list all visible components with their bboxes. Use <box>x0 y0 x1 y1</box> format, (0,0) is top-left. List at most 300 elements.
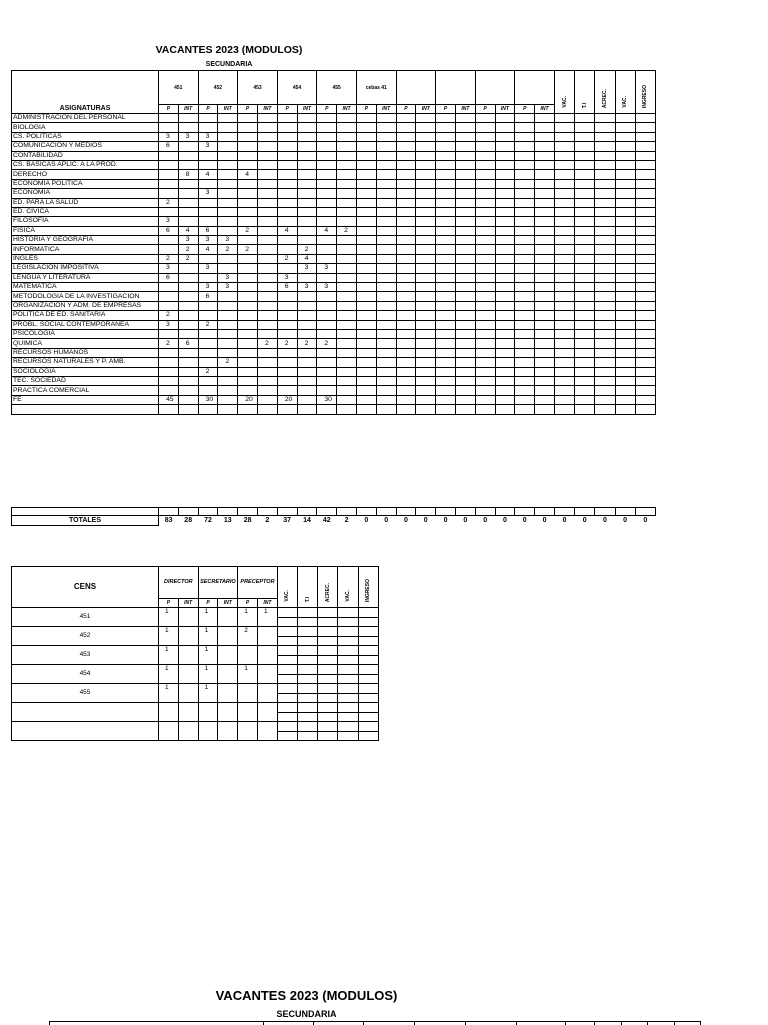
second-page-subtitle: SECUNDARIA <box>276 1009 337 1019</box>
value-cell <box>475 395 495 404</box>
extra-cell <box>554 358 574 367</box>
value-cell <box>337 292 357 301</box>
totals-blank-row <box>12 508 656 516</box>
value-cell <box>515 170 535 179</box>
value-cell <box>178 348 198 357</box>
value-cell <box>178 264 198 273</box>
extra-cell <box>615 339 635 348</box>
cens-value <box>238 684 258 703</box>
value-cell <box>317 245 337 254</box>
value-cell <box>475 367 495 376</box>
table-row <box>12 339 656 348</box>
value-cell <box>238 320 258 329</box>
value-cell: 2 <box>238 226 258 235</box>
extra-cell <box>595 329 615 338</box>
value-cell <box>396 254 416 263</box>
value-cell <box>436 236 456 245</box>
extra-cell <box>297 627 317 637</box>
value-cell <box>277 189 297 198</box>
extra-cell <box>575 292 595 301</box>
value-cell <box>297 198 317 207</box>
value-cell <box>495 311 515 320</box>
extra-cell <box>318 722 338 732</box>
extra-cell <box>635 339 655 348</box>
blank-cell <box>455 508 475 516</box>
table-row <box>12 329 656 338</box>
extra-cell <box>554 236 574 245</box>
value-cell <box>297 395 317 404</box>
value-cell <box>337 207 357 216</box>
value-cell <box>218 198 238 207</box>
value-cell <box>297 151 317 160</box>
extra-cell <box>358 665 378 675</box>
value-cell <box>535 179 555 188</box>
value-cell <box>198 273 218 282</box>
subject-cell: PRACTICA COMERCIAL <box>12 386 159 395</box>
extra-cell <box>338 722 358 732</box>
cens-value: 1 <box>198 665 218 684</box>
value-cell <box>515 132 535 141</box>
value-cell <box>416 170 436 179</box>
value-cell <box>317 236 337 245</box>
cens-value <box>257 703 277 722</box>
value-cell <box>455 123 475 132</box>
extra-cell <box>297 646 317 656</box>
value-cell <box>416 254 436 263</box>
value-cell: 2 <box>178 245 198 254</box>
value-cell <box>218 386 238 395</box>
value-cell <box>337 142 357 151</box>
value-cell <box>495 189 515 198</box>
value-cell <box>436 114 456 123</box>
value-cell <box>436 273 456 282</box>
extra-cell <box>615 142 635 151</box>
value-cell <box>257 198 277 207</box>
value-cell: 3 <box>218 283 238 292</box>
blank-cell <box>515 508 535 516</box>
total-value: 28 <box>243 516 252 524</box>
value-cell <box>515 245 535 254</box>
value-cell <box>277 348 297 357</box>
value-cell <box>159 376 179 385</box>
cens-value: 1 <box>159 646 179 665</box>
value-cell <box>218 405 238 414</box>
sub-header-p: P <box>396 105 416 114</box>
value-cell <box>376 207 396 216</box>
value-cell <box>376 160 396 169</box>
value-cell <box>257 217 277 226</box>
value-cell <box>495 123 515 132</box>
value-cell <box>198 301 218 310</box>
value-cell <box>396 348 416 357</box>
extra-cell <box>554 367 574 376</box>
value-cell <box>535 114 555 123</box>
value-cell <box>396 358 416 367</box>
blank-cell <box>317 508 337 516</box>
value-cell <box>218 254 238 263</box>
sub-header-int: INT <box>416 105 436 114</box>
value-cell <box>436 189 456 198</box>
cens-value <box>257 722 277 741</box>
subject-cell: MATEMATICA <box>12 283 159 292</box>
extra-header <box>554 71 574 114</box>
value-cell <box>416 236 436 245</box>
value-cell <box>297 217 317 226</box>
extra-cell <box>575 301 595 310</box>
sub-header-int: INT <box>455 105 475 114</box>
value-cell <box>337 160 357 169</box>
sub-header-p: P <box>159 599 179 608</box>
value-cell <box>238 273 258 282</box>
value-cell: 2 <box>297 245 317 254</box>
cens-name <box>12 703 159 722</box>
extra-cell <box>615 273 635 282</box>
extra-cell <box>635 367 655 376</box>
value-cell <box>515 254 535 263</box>
cens-value: 1 <box>159 627 179 646</box>
sub-header-p: P <box>317 105 337 114</box>
table-row <box>12 376 656 385</box>
value-cell <box>535 395 555 404</box>
sub-header-int: INT <box>297 105 317 114</box>
extra-cell <box>635 311 655 320</box>
extra-cell <box>635 386 655 395</box>
extra-cell <box>595 245 615 254</box>
extra-cell <box>297 608 317 618</box>
extra-cell <box>615 358 635 367</box>
sub-header-int: INT <box>218 105 238 114</box>
value-cell <box>475 264 495 273</box>
value-cell <box>159 123 179 132</box>
table-row <box>12 236 656 245</box>
value-cell <box>337 132 357 141</box>
table-row <box>12 283 656 292</box>
blank-cell <box>198 508 218 516</box>
value-cell <box>495 179 515 188</box>
value-cell <box>416 132 436 141</box>
value-cell <box>198 114 218 123</box>
value-cell <box>515 198 535 207</box>
value-cell: 6 <box>178 339 198 348</box>
value-cell <box>475 311 495 320</box>
value-cell <box>178 198 198 207</box>
cens-name: 452 <box>12 627 159 646</box>
value-cell: 2 <box>337 226 357 235</box>
cens-value <box>178 608 198 627</box>
value-cell <box>376 226 396 235</box>
cens-value <box>257 684 277 703</box>
value-cell <box>376 179 396 188</box>
value-cell <box>317 114 337 123</box>
table-row <box>12 198 656 207</box>
total-value: 0 <box>404 516 408 524</box>
extra-cell <box>554 170 574 179</box>
extra-header <box>635 71 655 114</box>
extra-cell <box>615 207 635 216</box>
sub-header-p: P <box>356 105 376 114</box>
value-cell <box>337 395 357 404</box>
extra-cell <box>615 386 635 395</box>
value-cell <box>159 329 179 338</box>
value-cell <box>416 217 436 226</box>
extra-cell <box>575 198 595 207</box>
value-cell <box>455 283 475 292</box>
value-cell: 3 <box>198 132 218 141</box>
cens-name: 454 <box>12 665 159 684</box>
value-cell <box>356 207 376 216</box>
value-cell <box>535 132 555 141</box>
value-cell <box>535 329 555 338</box>
value-cell <box>277 151 297 160</box>
extra-cell <box>554 179 574 188</box>
value-cell: 2 <box>159 198 179 207</box>
value-cell <box>238 123 258 132</box>
value-cell: 20 <box>238 395 258 404</box>
value-cell <box>337 348 357 357</box>
value-cell <box>218 123 238 132</box>
extra-cell <box>358 722 378 732</box>
value-cell <box>198 339 218 348</box>
value-cell <box>317 123 337 132</box>
table-row <box>12 311 656 320</box>
value-cell <box>416 142 436 151</box>
value-cell <box>257 179 277 188</box>
extra-cell <box>595 189 615 198</box>
value-cell <box>515 311 535 320</box>
value-cell <box>376 311 396 320</box>
value-cell <box>376 198 396 207</box>
value-cell <box>178 301 198 310</box>
value-cell: 2 <box>277 339 297 348</box>
value-cell <box>376 320 396 329</box>
cens-value: 1 <box>159 684 179 703</box>
value-cell <box>198 376 218 385</box>
total-value: 28 <box>184 516 193 524</box>
extra-cell <box>318 608 338 618</box>
extra-cell <box>358 636 378 646</box>
value-cell <box>337 358 357 367</box>
extra-cell <box>635 301 655 310</box>
value-cell <box>337 245 357 254</box>
value-cell <box>455 160 475 169</box>
value-cell <box>218 329 238 338</box>
value-cell <box>495 273 515 282</box>
total-value: 0 <box>463 516 468 524</box>
subject-cell: FILOSOFIA <box>12 217 159 226</box>
value-cell <box>178 189 198 198</box>
value-cell <box>238 151 258 160</box>
subject-cell: ORGANIZACION Y ADM. DE EMPRESAS <box>12 301 159 310</box>
cens-name: 455 <box>12 684 159 703</box>
value-cell <box>455 395 475 404</box>
extra-cell <box>595 348 615 357</box>
extra-cell <box>595 217 615 226</box>
value-cell <box>277 217 297 226</box>
value-cell <box>317 198 337 207</box>
extra-cell <box>635 226 655 235</box>
extra-cell <box>338 627 358 637</box>
table-row <box>12 142 656 151</box>
value-cell <box>159 245 179 254</box>
cens-name: 451 <box>12 608 159 627</box>
value-cell <box>337 376 357 385</box>
value-cell <box>257 132 277 141</box>
blank-cell <box>376 508 396 516</box>
value-cell <box>495 376 515 385</box>
value-cell <box>178 207 198 216</box>
value-cell <box>376 283 396 292</box>
extra-cell <box>554 132 574 141</box>
value-cell <box>317 376 337 385</box>
subject-cell: CONTABILIDAD <box>12 151 159 160</box>
extra-cell <box>575 123 595 132</box>
value-cell <box>396 264 416 273</box>
value-cell <box>277 311 297 320</box>
extra-cell <box>635 376 655 385</box>
cens-value: 1 <box>257 608 277 627</box>
value-cell <box>218 376 238 385</box>
extra-cell <box>554 198 574 207</box>
extra-header-label: VAC. <box>561 96 568 108</box>
value-cell <box>455 376 475 385</box>
blank-cell <box>12 508 159 516</box>
value-cell <box>238 311 258 320</box>
sub-header-p: P <box>198 599 218 608</box>
value-cell <box>475 170 495 179</box>
extra-cell <box>575 132 595 141</box>
value-cell <box>337 283 357 292</box>
value-cell <box>416 358 436 367</box>
extra-header <box>318 567 338 608</box>
extra-cell <box>358 684 378 694</box>
value-cell <box>257 376 277 385</box>
extra-cell <box>554 189 574 198</box>
extra-cell <box>635 207 655 216</box>
table-row <box>12 264 656 273</box>
value-cell <box>159 236 179 245</box>
second-page-title: VACANTES 2023 (MODULOS) <box>215 988 398 1003</box>
value-cell <box>475 217 495 226</box>
value-cell <box>218 311 238 320</box>
cens-value <box>178 703 198 722</box>
extra-cell <box>615 114 635 123</box>
value-cell <box>159 114 179 123</box>
value-cell <box>238 207 258 216</box>
cens-value <box>218 684 238 703</box>
cens-row <box>12 684 379 694</box>
table-row <box>12 217 656 226</box>
value-cell <box>455 254 475 263</box>
extra-header <box>297 567 317 608</box>
extra-cell <box>318 693 338 703</box>
extra-cell <box>615 264 635 273</box>
extra-cell <box>277 655 297 665</box>
value-cell <box>475 405 495 414</box>
value-cell <box>198 329 218 338</box>
value-cell <box>277 132 297 141</box>
value-cell <box>455 189 475 198</box>
extra-cell <box>595 320 615 329</box>
extra-cell <box>615 320 635 329</box>
total-value: 72 <box>204 516 212 524</box>
extra-cell <box>575 254 595 263</box>
value-cell <box>277 207 297 216</box>
value-cell <box>238 189 258 198</box>
group-header <box>475 71 515 105</box>
value-cell: 2 <box>218 358 238 367</box>
subject-cell: LEGISLACION IMPOSITIVA <box>12 264 159 273</box>
blank-cell <box>337 508 357 516</box>
cens-value <box>178 665 198 684</box>
value-cell <box>535 217 555 226</box>
value-cell <box>277 114 297 123</box>
extra-cell <box>595 254 615 263</box>
value-cell <box>218 132 238 141</box>
value-cell <box>238 348 258 357</box>
value-cell <box>257 189 277 198</box>
value-cell <box>198 311 218 320</box>
value-cell <box>416 189 436 198</box>
value-cell <box>396 339 416 348</box>
blank-cell <box>277 508 297 516</box>
group-header: 451 <box>159 71 199 105</box>
extra-header <box>575 71 595 114</box>
extra-cell <box>277 674 297 684</box>
extra-cell <box>595 123 615 132</box>
extra-cell <box>635 236 655 245</box>
extra-cell <box>575 376 595 385</box>
value-cell <box>277 292 297 301</box>
value-cell <box>515 292 535 301</box>
value-cell <box>238 142 258 151</box>
value-cell <box>317 160 337 169</box>
value-cell <box>416 245 436 254</box>
table-row <box>12 254 656 263</box>
value-cell <box>277 376 297 385</box>
extra-cell <box>595 142 615 151</box>
value-cell <box>317 329 337 338</box>
extra-cell <box>318 684 338 694</box>
extra-cell <box>615 226 635 235</box>
value-cell: 4 <box>178 226 198 235</box>
value-cell <box>159 189 179 198</box>
value-cell <box>257 395 277 404</box>
value-cell <box>178 367 198 376</box>
value-cell <box>178 283 198 292</box>
extra-cell <box>595 367 615 376</box>
value-cell <box>257 245 277 254</box>
extra-cell <box>318 646 338 656</box>
value-cell <box>337 301 357 310</box>
extra-cell <box>554 254 574 263</box>
value-cell <box>297 273 317 282</box>
subject-cell: SOCIOLOGIA <box>12 367 159 376</box>
value-cell <box>297 301 317 310</box>
subject-cell: FISICA <box>12 226 159 235</box>
extra-cell <box>575 170 595 179</box>
value-cell <box>376 358 396 367</box>
value-cell <box>356 142 376 151</box>
value-cell <box>178 311 198 320</box>
value-cell <box>515 217 535 226</box>
total-value: 0 <box>562 516 567 524</box>
extra-header-label: ACREC. <box>324 582 331 602</box>
cens-table <box>11 566 379 741</box>
value-cell <box>495 198 515 207</box>
value-cell <box>475 320 495 329</box>
cens-value: 1 <box>238 608 258 627</box>
sub-header-int: INT <box>535 105 555 114</box>
